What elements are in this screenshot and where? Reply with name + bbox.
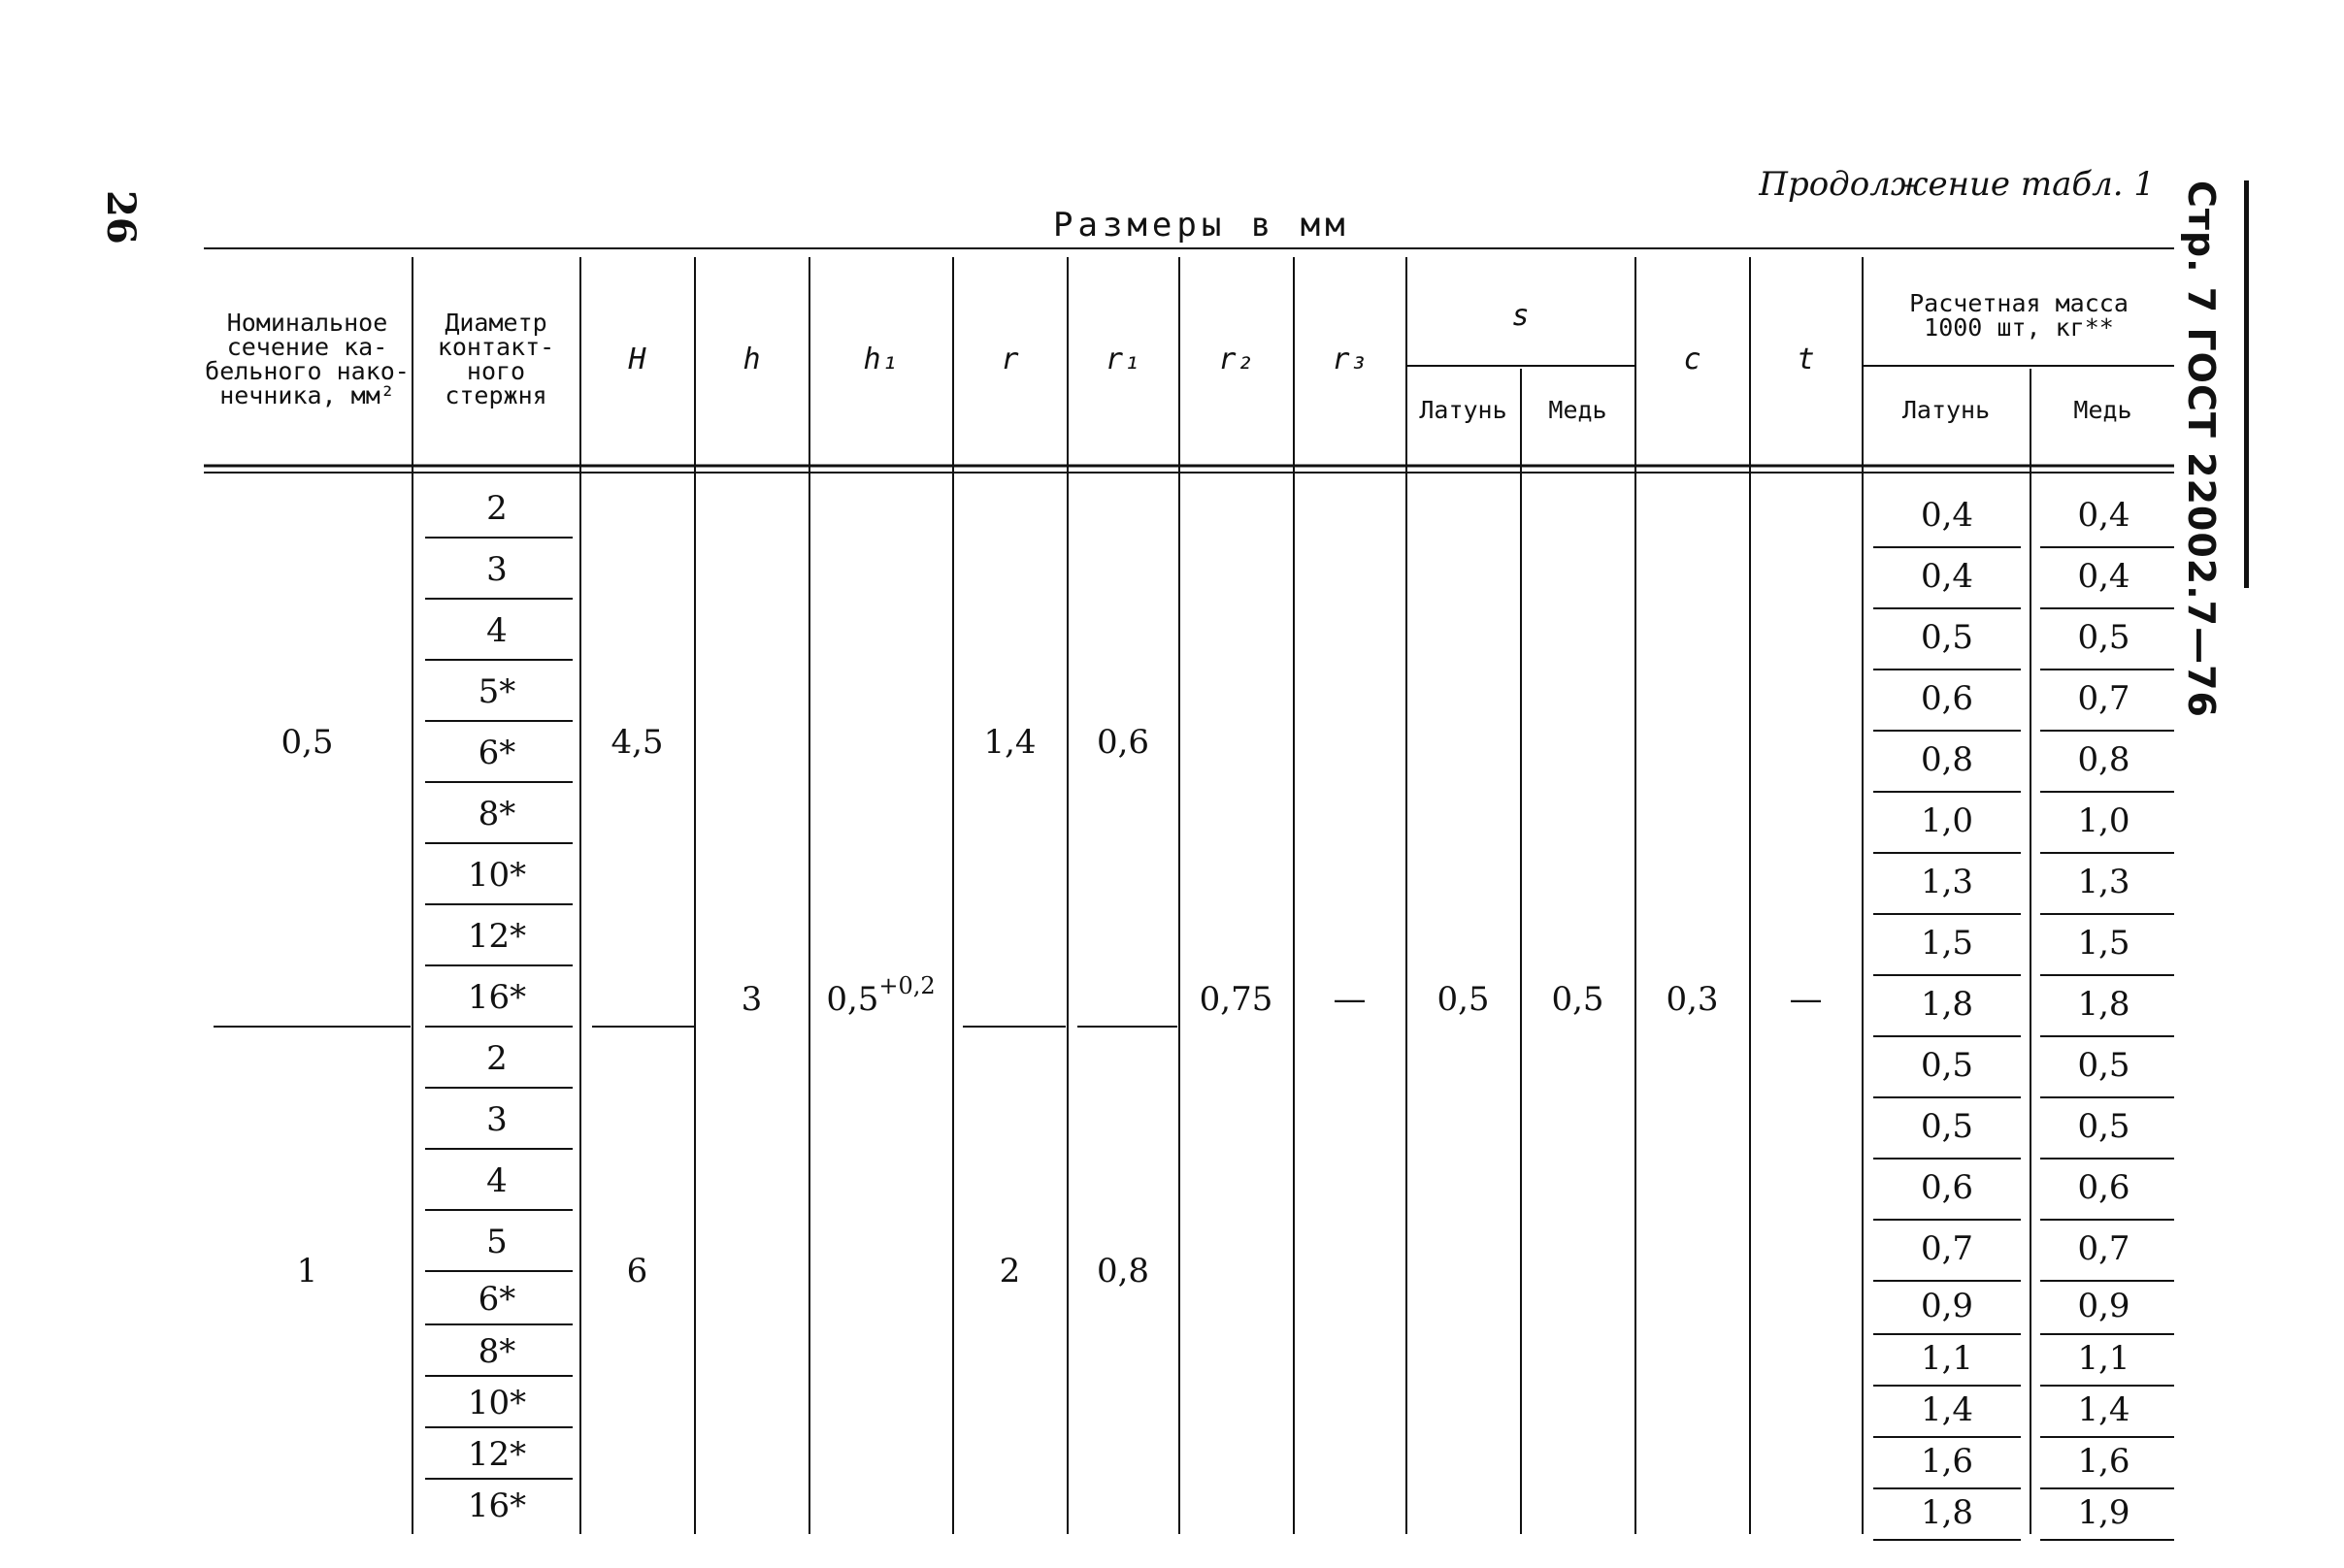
row-diameter: 6* (478, 1279, 516, 1319)
row-mass-brass: 0,4 (1920, 495, 1974, 535)
row-diameter: 3 (486, 549, 508, 589)
side-header: Стр. 7 ГОСТ 22002.7—76 (2180, 180, 2223, 718)
row-diameter: 8* (478, 794, 516, 833)
row-diameter: 12* (467, 916, 527, 956)
row-mass-copper: 0,6 (2077, 1167, 2130, 1207)
row-mass-copper: 1,1 (2077, 1338, 2130, 1378)
header-r2: r₂ (1218, 342, 1254, 376)
header-h: h (743, 342, 761, 376)
row-diameter: 2 (486, 488, 508, 528)
header-s: s (1511, 298, 1530, 333)
row-diameter: 10* (467, 855, 527, 895)
row-mass-brass: 0,8 (1920, 739, 1974, 779)
row-diameter: 2 (486, 1038, 508, 1078)
row-diameter: 4 (486, 610, 508, 650)
row-mass-copper: 0,5 (2077, 1106, 2130, 1146)
row-mass-copper: 0,5 (2077, 1045, 2130, 1085)
row-diameter: 3 (486, 1099, 508, 1139)
row-mass-brass: 0,9 (1920, 1286, 1974, 1325)
row-mass-copper: 1,4 (2077, 1389, 2130, 1429)
group2-r1: 0,8 (1096, 1252, 1150, 1290)
header-diameter: Диаметр контакт-ного стержня (437, 309, 555, 409)
header-mass-brass: Латунь (1901, 396, 1991, 424)
group2-r: 2 (999, 1252, 1021, 1290)
common-r2: 0,75 (1199, 980, 1273, 1019)
row-mass-brass: 1,8 (1920, 1492, 1974, 1532)
row-mass-copper: 1,0 (2077, 800, 2130, 840)
row-mass-copper: 0,4 (2077, 556, 2130, 596)
side-rule (2244, 180, 2249, 588)
row-mass-brass: 1,5 (1920, 923, 1974, 963)
row-mass-brass: 0,6 (1920, 678, 1974, 718)
row-mass-copper: 0,8 (2077, 739, 2130, 779)
common-h1-tolerance: +0,2 (878, 972, 936, 999)
header-mass: Расчетная масса 1000 шт, кг** (1909, 289, 2129, 342)
common-c: 0,3 (1666, 980, 1719, 1019)
row-mass-copper: 1,9 (2077, 1492, 2130, 1532)
header-h1: h₁ (863, 342, 899, 376)
dimensions-table (204, 247, 2174, 1543)
group2-section: 1 (296, 1252, 318, 1290)
common-h: 3 (741, 980, 763, 1019)
group2-H: 6 (626, 1252, 648, 1290)
row-diameter: 16* (467, 1486, 527, 1525)
group1-r1: 0,6 (1096, 723, 1150, 762)
row-diameter: 4 (486, 1160, 508, 1200)
row-mass-brass: 1,8 (1920, 984, 1974, 1024)
header-t: t (1797, 342, 1815, 376)
row-mass-copper: 0,7 (2077, 1228, 2130, 1268)
row-mass-copper: 0,7 (2077, 678, 2130, 718)
row-mass-brass: 0,5 (1920, 1045, 1974, 1085)
row-mass-brass: 0,5 (1920, 1106, 1974, 1146)
header-section: Номинальное сечение ка-бельного нако-нечника, мм² (205, 309, 410, 409)
row-mass-copper: 1,3 (2077, 862, 2130, 901)
group1-H: 4,5 (611, 723, 664, 762)
common-s-copper: 0,5 (1551, 980, 1604, 1019)
row-mass-brass: 0,7 (1920, 1228, 1974, 1268)
common-s-brass: 0,5 (1436, 980, 1490, 1019)
row-mass-brass: 1,6 (1920, 1441, 1974, 1481)
common-t: — (1789, 980, 1823, 1019)
row-mass-copper: 1,6 (2077, 1441, 2130, 1481)
row-mass-brass: 1,1 (1920, 1338, 1974, 1378)
row-mass-brass: 0,4 (1920, 556, 1974, 596)
row-mass-copper: 0,9 (2077, 1286, 2130, 1325)
group1-section: 0,5 (281, 723, 334, 762)
header-mass-copper: Медь (2073, 396, 2132, 424)
row-mass-brass: 1,4 (1920, 1389, 1974, 1429)
continuation-label: Продолжение табл. 1 (1759, 165, 2155, 204)
units-label: Размеры в мм (1053, 206, 1350, 245)
row-diameter: 8* (478, 1331, 516, 1371)
header-c: c (1683, 342, 1701, 376)
common-h1-base: 0,5 (826, 980, 879, 1019)
row-mass-copper: 0,4 (2077, 495, 2130, 535)
header-H: H (628, 342, 646, 376)
row-mass-brass: 1,0 (1920, 800, 1974, 840)
row-diameter: 10* (467, 1383, 527, 1422)
header-r3: r₃ (1332, 342, 1368, 376)
row-mass-copper: 1,5 (2077, 923, 2130, 963)
row-diameter: 12* (467, 1434, 527, 1474)
row-diameter: 6* (478, 733, 516, 772)
page-number: 26 (98, 190, 144, 245)
row-mass-brass: 0,6 (1920, 1167, 1974, 1207)
common-h1 (810, 466, 951, 1533)
header-s-brass: Латунь (1419, 396, 1507, 424)
row-diameter: 5* (478, 671, 516, 711)
row-diameter: 5 (486, 1222, 508, 1261)
row-diameter: 16* (467, 977, 527, 1017)
header-r1: r₁ (1105, 342, 1141, 376)
row-mass-copper: 1,8 (2077, 984, 2130, 1024)
header-s-copper: Медь (1548, 396, 1607, 424)
group1-r: 1,4 (983, 723, 1037, 762)
row-mass-brass: 1,3 (1920, 862, 1974, 901)
row-mass-copper: 0,5 (2077, 617, 2130, 657)
row-mass-brass: 0,5 (1920, 617, 1974, 657)
header-r: r (1001, 342, 1019, 376)
common-r3: — (1333, 980, 1367, 1019)
